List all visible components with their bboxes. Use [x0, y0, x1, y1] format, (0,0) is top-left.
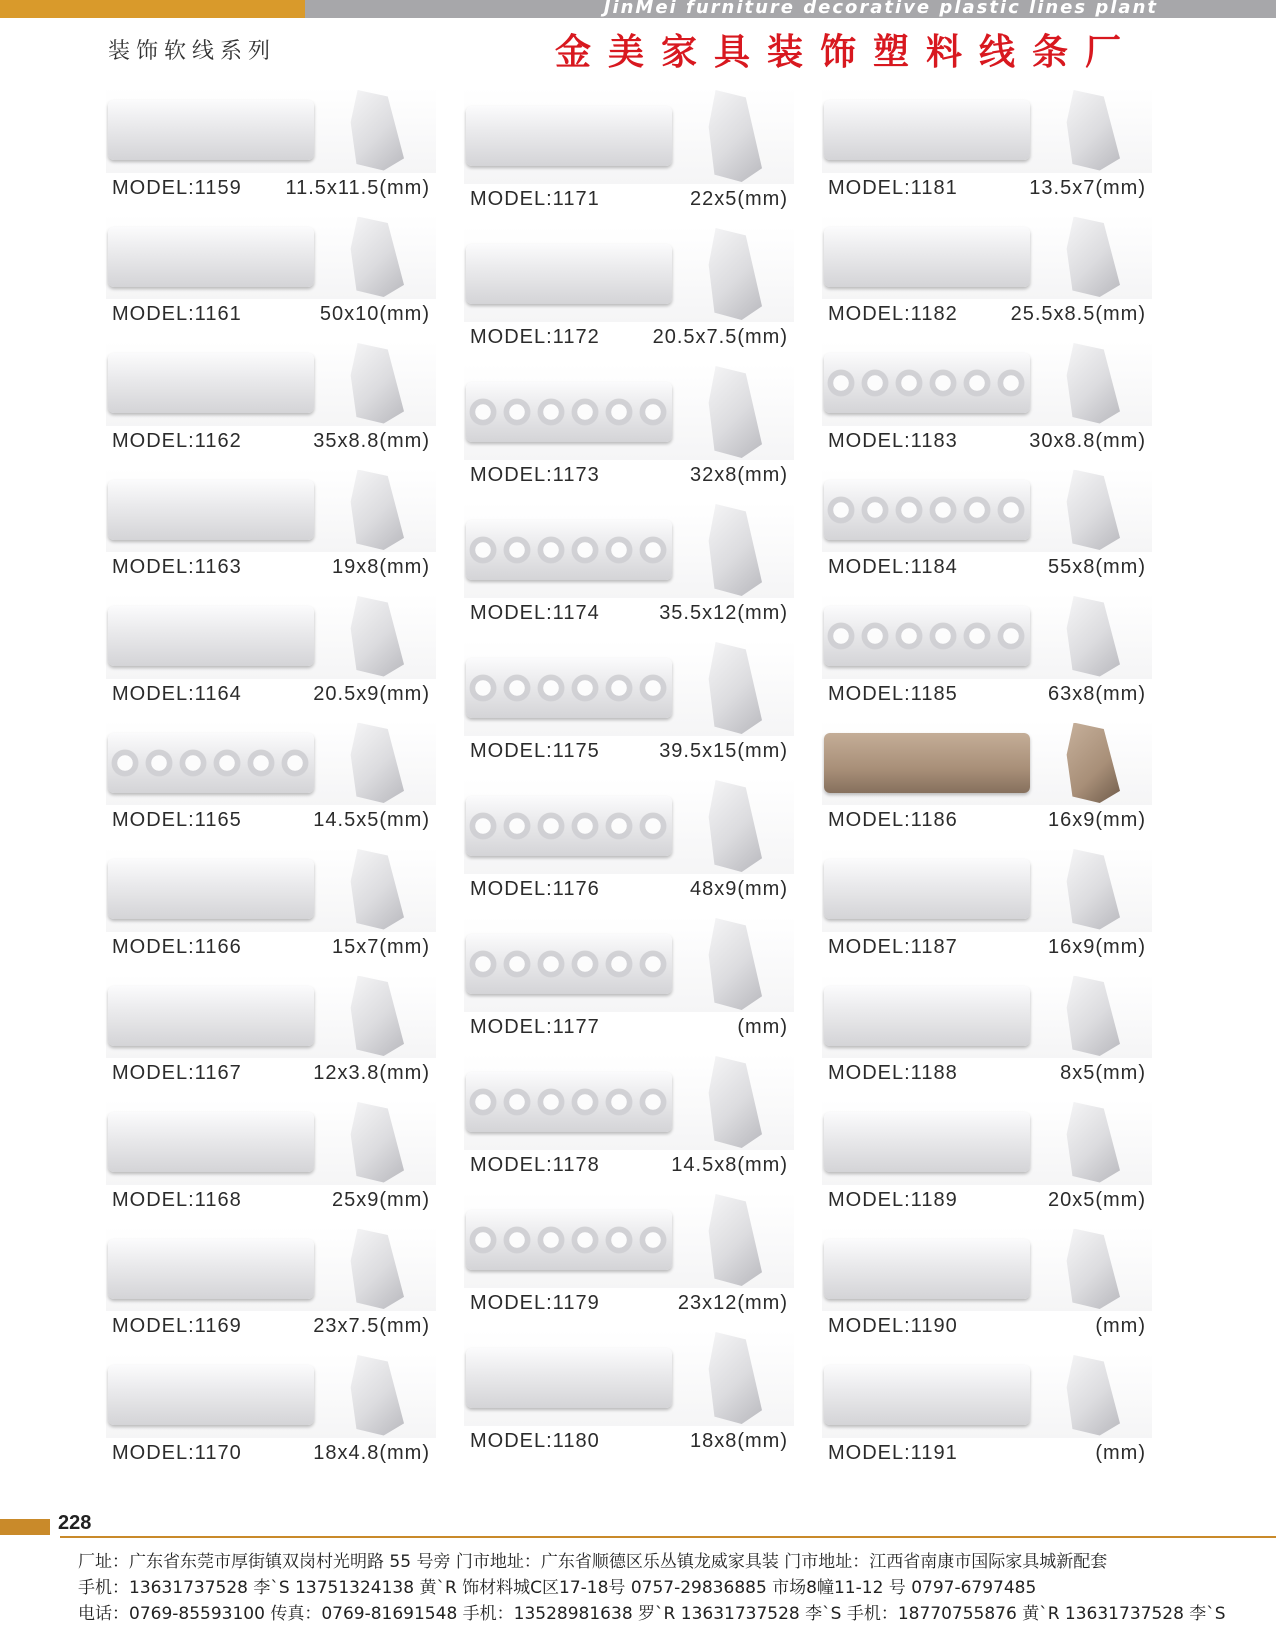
molding-strip-image — [466, 1072, 672, 1132]
molding-profile-image — [1062, 1229, 1120, 1310]
model-size: 22x5(mm) — [689, 188, 788, 210]
model-number: MODEL:1187 — [828, 935, 958, 958]
model-size: 35.5x12(mm) — [659, 602, 788, 624]
molding-profile-image — [704, 228, 762, 320]
model-size: 18x8(mm) — [689, 1430, 788, 1452]
molding-profile-image — [1062, 343, 1120, 424]
model-size: 63x8(mm) — [1047, 682, 1146, 705]
product-photo — [464, 1054, 794, 1150]
molding-profile-image — [346, 1355, 404, 1436]
product-photo — [822, 974, 1152, 1059]
molding-strip-image — [824, 480, 1030, 540]
product-item — [822, 341, 1152, 464]
product-item — [822, 1227, 1152, 1350]
product-item — [464, 88, 794, 222]
product-photo — [822, 1100, 1152, 1185]
molding-profile-image — [346, 470, 404, 551]
model-size: 19x8(mm) — [331, 556, 430, 578]
molding-strip-image — [466, 934, 672, 994]
product-item — [106, 847, 436, 970]
product-photo — [464, 88, 794, 184]
molding-profile-image — [346, 343, 404, 424]
product-item — [464, 364, 794, 498]
model-size: (mm) — [1095, 1441, 1146, 1464]
product-item — [464, 226, 794, 360]
product-photo — [106, 721, 436, 806]
carved-ornament-pattern — [824, 353, 1030, 413]
model-number: MODEL:1176 — [470, 878, 600, 900]
model-size: 13.5x7(mm) — [1029, 176, 1146, 199]
model-number: MODEL:1164 — [112, 682, 242, 705]
molding-profile-image — [346, 976, 404, 1057]
product-photo — [464, 226, 794, 322]
model-number: MODEL:1189 — [828, 1188, 958, 1211]
model-number: MODEL:1163 — [112, 556, 242, 578]
molding-profile-image — [1062, 1355, 1120, 1436]
model-number: MODEL:1181 — [828, 176, 958, 199]
molding-profile-image — [346, 849, 404, 930]
product-photo — [822, 1353, 1152, 1438]
footer-address-line: 厂址：广东省东莞市厚街镇双岗村光明路 55 号旁 门市地址：广东省顺德区乐丛镇龙威家具装 门市地址：江西省南康市国际家具城新配套 — [78, 1552, 1108, 1572]
molding-profile-image — [1062, 596, 1120, 677]
english-title: JinMei furniture decorative plastic lines plant — [603, 0, 1158, 18]
product-item — [464, 916, 794, 1050]
molding-profile-image — [1062, 723, 1120, 804]
model-size: 35x8.8(mm) — [313, 429, 430, 452]
model-number: MODEL:1185 — [828, 682, 958, 705]
molding-profile-image — [704, 780, 762, 872]
model-number: MODEL:1177 — [470, 1016, 600, 1038]
product-item — [106, 1353, 436, 1476]
molding-strip-image — [466, 106, 672, 166]
product-item — [106, 88, 436, 211]
carved-ornament-pattern — [466, 520, 672, 580]
molding-strip-image — [824, 859, 1030, 919]
molding-strip-image — [466, 520, 672, 580]
molding-profile-image — [346, 90, 404, 171]
molding-strip-image — [824, 606, 1030, 666]
model-size: (mm) — [1095, 1315, 1146, 1337]
molding-strip-image — [824, 986, 1030, 1046]
model-size: 14.5x5(mm) — [313, 809, 430, 831]
gold-banner-segment — [0, 0, 305, 18]
model-size: 39.5x15(mm) — [659, 740, 788, 762]
product-item — [822, 847, 1152, 970]
model-size: 23x12(mm) — [677, 1292, 788, 1314]
product-photo — [106, 88, 436, 173]
model-size: 16x9(mm) — [1047, 935, 1146, 958]
product-item — [822, 1100, 1152, 1223]
product-photo — [464, 1192, 794, 1288]
molding-strip-image — [108, 100, 314, 160]
product-photo — [106, 1353, 436, 1438]
molding-strip-image — [108, 859, 314, 919]
model-size: (mm) — [737, 1016, 788, 1038]
model-number: MODEL:1171 — [470, 188, 600, 210]
model-size: 20.5x9(mm) — [313, 682, 430, 705]
molding-strip-image — [824, 1239, 1030, 1299]
molding-profile-image — [1062, 217, 1120, 298]
product-item — [822, 88, 1152, 211]
model-number: MODEL:1169 — [112, 1315, 242, 1337]
carved-ornament-pattern — [466, 658, 672, 718]
model-number: MODEL:1180 — [470, 1430, 600, 1452]
molding-strip-image — [824, 353, 1030, 413]
model-size: 8x5(mm) — [1060, 1062, 1146, 1084]
product-item — [106, 594, 436, 717]
product-item — [822, 974, 1152, 1097]
product-photo — [106, 974, 436, 1059]
model-number: MODEL:1188 — [828, 1062, 958, 1084]
molding-profile-image — [704, 1194, 762, 1286]
molding-strip-image — [108, 353, 314, 413]
model-number: MODEL:1173 — [470, 464, 600, 486]
product-photo — [464, 364, 794, 460]
model-size: 11.5x11.5(mm) — [285, 176, 430, 199]
product-item — [106, 468, 436, 591]
carved-ornament-pattern — [824, 606, 1030, 666]
model-number: MODEL:1162 — [112, 429, 242, 452]
product-item — [464, 778, 794, 912]
product-item — [464, 1192, 794, 1326]
model-number: MODEL:1172 — [470, 326, 600, 348]
product-photo — [822, 468, 1152, 553]
product-photo — [822, 721, 1152, 806]
product-photo — [106, 1227, 436, 1312]
model-number: MODEL:1191 — [828, 1441, 958, 1464]
molding-strip-image — [824, 1365, 1030, 1425]
product-photo — [464, 502, 794, 598]
molding-profile-image — [704, 366, 762, 458]
molding-profile-image — [346, 1229, 404, 1310]
model-number: MODEL:1166 — [112, 935, 242, 958]
molding-profile-image — [704, 1332, 762, 1424]
molding-profile-image — [704, 918, 762, 1010]
carved-ornament-pattern — [824, 480, 1030, 540]
carved-ornament-pattern — [108, 733, 314, 793]
product-item — [822, 215, 1152, 338]
model-size: 18x4.8(mm) — [313, 1441, 430, 1464]
model-number: MODEL:1174 — [470, 602, 600, 624]
model-size: 14.5x8(mm) — [671, 1154, 788, 1176]
product-photo — [464, 1330, 794, 1426]
product-item — [822, 1353, 1152, 1476]
model-number: MODEL:1186 — [828, 809, 958, 831]
model-number: MODEL:1167 — [112, 1062, 242, 1084]
molding-profile-image — [704, 504, 762, 596]
molding-strip-image — [108, 1365, 314, 1425]
model-number: MODEL:1182 — [828, 303, 958, 325]
company-title: 金美家具装饰塑料线条厂 — [555, 32, 1139, 73]
molding-strip-image — [466, 382, 672, 442]
molding-strip-image — [466, 1348, 672, 1408]
series-title: 装饰软线系列 — [108, 38, 277, 63]
product-item — [106, 721, 436, 844]
molding-strip-image — [824, 1112, 1030, 1172]
product-photo — [464, 916, 794, 1012]
product-photo — [106, 594, 436, 679]
model-size: 25x9(mm) — [331, 1188, 430, 1211]
product-item — [822, 721, 1152, 844]
product-photo — [822, 847, 1152, 932]
product-item — [106, 974, 436, 1097]
carved-ornament-pattern — [466, 382, 672, 442]
product-photo — [106, 215, 436, 300]
carved-ornament-pattern — [466, 1210, 672, 1270]
molding-strip-image — [824, 227, 1030, 287]
model-size: 12x3.8(mm) — [313, 1062, 430, 1084]
molding-strip-image — [108, 1112, 314, 1172]
model-number: MODEL:1159 — [112, 176, 242, 199]
footer-divider — [60, 1536, 1276, 1538]
page-number-bar — [0, 1519, 50, 1535]
molding-profile-image — [1062, 1102, 1120, 1183]
product-item — [822, 468, 1152, 591]
molding-profile-image — [704, 1056, 762, 1148]
model-number: MODEL:1161 — [112, 303, 242, 325]
model-size: 23x7.5(mm) — [313, 1315, 430, 1337]
product-photo — [464, 640, 794, 736]
model-number: MODEL:1183 — [828, 429, 958, 452]
carved-ornament-pattern — [466, 796, 672, 856]
model-size: 48x9(mm) — [689, 878, 788, 900]
product-item — [464, 502, 794, 636]
model-size: 50x10(mm) — [319, 303, 430, 325]
molding-profile-image — [346, 1102, 404, 1183]
product-item — [464, 1054, 794, 1188]
molding-strip-image — [466, 244, 672, 304]
molding-strip-image — [108, 227, 314, 287]
molding-strip-image — [824, 100, 1030, 160]
model-number: MODEL:1179 — [470, 1292, 600, 1314]
molding-strip-image — [108, 1239, 314, 1299]
product-photo — [464, 778, 794, 874]
product-photo — [106, 341, 436, 426]
model-size: 15x7(mm) — [331, 935, 430, 958]
molding-strip-image — [824, 733, 1030, 793]
molding-strip-image — [466, 796, 672, 856]
footer-contact-line: 电话：0769-85593100 传真：0769-81691548 手机：13528981638 罗`R 13631737528 李`S 手机：18770755876 黄`R 13631737528 李`S — [78, 1604, 1226, 1624]
molding-strip-image — [108, 480, 314, 540]
product-photo — [106, 1100, 436, 1185]
product-item — [106, 1100, 436, 1223]
model-size: 30x8.8(mm) — [1029, 429, 1146, 452]
product-item — [106, 215, 436, 338]
molding-strip-image — [108, 606, 314, 666]
product-item — [822, 594, 1152, 717]
product-item — [464, 640, 794, 774]
carved-ornament-pattern — [466, 1072, 672, 1132]
molding-profile-image — [1062, 90, 1120, 171]
model-number: MODEL:1168 — [112, 1188, 242, 1211]
product-photo — [822, 215, 1152, 300]
model-number: MODEL:1190 — [828, 1315, 958, 1337]
model-size: 25.5x8.5(mm) — [1010, 303, 1146, 325]
product-item — [106, 341, 436, 464]
molding-profile-image — [346, 596, 404, 677]
molding-strip-image — [108, 733, 314, 793]
model-number: MODEL:1165 — [112, 809, 242, 831]
product-photo — [822, 341, 1152, 426]
model-size: 32x8(mm) — [689, 464, 788, 486]
molding-profile-image — [704, 90, 762, 182]
molding-profile-image — [1062, 470, 1120, 551]
model-size: 16x9(mm) — [1047, 809, 1146, 831]
molding-profile-image — [704, 642, 762, 734]
molding-profile-image — [1062, 849, 1120, 930]
carved-ornament-pattern — [466, 934, 672, 994]
product-photo — [106, 468, 436, 553]
product-item — [106, 1227, 436, 1350]
molding-strip-image — [108, 986, 314, 1046]
model-size: 55x8(mm) — [1047, 556, 1146, 578]
product-photo — [822, 1227, 1152, 1312]
product-item — [464, 1330, 794, 1464]
model-number: MODEL:1170 — [112, 1441, 242, 1464]
molding-profile-image — [346, 217, 404, 298]
footer-phone-line: 手机：13631737528 李`S 13751324138 黄`R 饰材料城C区17-18号 0757-29836885 市场8幢11-12 号 0797-6797485 — [78, 1578, 1037, 1598]
model-size: 20.5x7.5(mm) — [652, 326, 788, 348]
product-photo — [822, 88, 1152, 173]
molding-profile-image — [346, 723, 404, 804]
model-number: MODEL:1178 — [470, 1154, 600, 1176]
molding-profile-image — [1062, 976, 1120, 1057]
molding-strip-image — [466, 658, 672, 718]
model-number: MODEL:1175 — [470, 740, 600, 762]
model-number: MODEL:1184 — [828, 556, 958, 578]
page-number: 228 — [58, 1512, 92, 1534]
product-photo — [822, 594, 1152, 679]
molding-strip-image — [466, 1210, 672, 1270]
product-photo — [106, 847, 436, 932]
model-size: 20x5(mm) — [1047, 1188, 1146, 1211]
